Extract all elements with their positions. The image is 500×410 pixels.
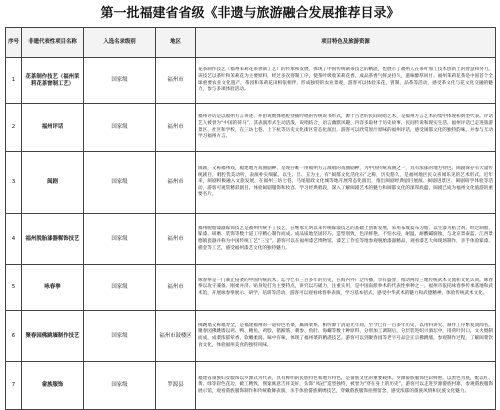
region: 福州市鼓楼区 (156, 311, 196, 362)
list-level: 国家级 (84, 152, 156, 214)
region: 福州市 (156, 265, 196, 311)
table-row (6, 104, 496, 152)
region: 福州市 (156, 104, 196, 152)
list-level: 国家级 (84, 311, 156, 362)
table-header (6, 28, 496, 58)
project-description: 福州脱胎漆器髹饰技艺是福州传统手工技艺，在继承元明以来传统髹漆技艺的基础上创新发展，采用布或夏布为胎，以生漆为粘合剂，经过制胎、髹漆、研磨、装饰等数十道工序精心制作而成。成品质地坚固轻巧，造型别致，色泽鲜艳，不怕水浸，耐温、耐酸碱腐蚀，与北京景泰蓝、江西景德镇瓷器并称为中国传统工艺“三宝”。游客可以在福州漆艺博物馆、漆艺工作室等地参观脱胎漆器精品，观看漆艺大师现场制作，亲手体验髹漆、描金等工艺，感受福州漆艺文化的独特魅力。 (198, 225, 493, 251)
header-desc: 项目特色及旅游资源 (196, 28, 496, 58)
table-row (6, 311, 496, 362)
project-description-cell (196, 311, 496, 362)
table-row (6, 58, 496, 104)
list-level: 国家级 (84, 104, 156, 152)
document-title: 第一批福建省省级《非遗与旅游融合发展推荐目录》 (100, 6, 400, 21)
list-level: 国家级 (84, 214, 156, 265)
project-name: 咏春拳 (22, 265, 84, 311)
header-level: 入选名录级别 (84, 28, 156, 58)
project-name: 畲族服饰 (22, 362, 84, 410)
region: 福州市 (156, 58, 196, 104)
header-no: 序号 (6, 28, 22, 58)
project-description: 福建省畲族妇女服饰以罗源式为代表，具有鲜明的民族特色和地方特色，是畲族文化的重要载体。罗源畲族服饰色彩鲜艳，以黑色为底，配以红、黄、绿等彩色花边，做工精致，图案寓意吉祥美好，头饰“凤冠”造型独特，被誉为“穿在身上的历史”。游客可以走进罗源畲族村寨，参观畲族服饰展示馆，观看畲族服饰制作和传统歌舞表演，亲手体验畲族刺绣技艺，穿戴畲族服饰拍照留念，感受浓郁的畲族风情和民族文化魅力。 (198, 375, 493, 394)
list-level: 国家级 (84, 58, 156, 104)
project-description: 闽剧，又称福州戏，福建地方戏曲剧种，是现存唯一用福州方言演唱的戏曲剧种，为中国传统戏曲之一，具有浓郁的地方特色。闽剧保存有大量传统剧目，唱腔优美动听，表演朴实细腻，以生、旦、丑为主，有“闽都文化活化石”之称，历史悠久，是福州地区民众喜闻乐见的艺术形式。近年来，闽剧积极融入文旅发展，在福州三坊七巷、马尾船政文化城等地开展常态化演出，推出闽剧经典剧目展演、闽剧进景区、闽剧研学体验等活动，游客可观赏精彩剧目、体验闽剧服饰和妆容、学习经典唱段，深入了解闽剧艺术的魅力和闽都文化的深厚底蕴，闽剧已成为福州文化旅游的重要名片。 (198, 166, 493, 198)
project-name: 花茶制作技艺（福州茉莉花茶窨制工艺） (22, 58, 84, 104)
header-name: 非遗代表性项目名称 (22, 28, 84, 58)
project-name: 闽剧 (22, 152, 84, 214)
project-description-cell (196, 265, 496, 311)
row-number: 7 (6, 362, 22, 410)
recommendation-table (5, 27, 496, 410)
region: 福州市 (156, 152, 196, 214)
list-level: 国家级 (84, 265, 156, 311)
table-row (6, 214, 496, 265)
project-description-cell (196, 362, 496, 410)
table-row (6, 265, 496, 311)
header-region: 地区 (156, 28, 196, 58)
list-level: 国家级 (84, 362, 156, 410)
project-description-cell (196, 104, 496, 152)
project-name: 福州评话 (22, 104, 84, 152)
row-number: 1 (6, 58, 22, 104)
project-description-cell (196, 58, 496, 104)
table-row (6, 152, 496, 214)
row-number: 3 (6, 152, 22, 214)
project-name: 聚春园佛跳墙制作技艺 (22, 311, 84, 362)
row-number: 2 (6, 104, 22, 152)
project-name: 福州脱胎漆器髹饰技艺 (22, 214, 84, 265)
project-description: 福州评话是以福州方言讲述，并由说数体唱腔穿插吟唱的传统说书形式，源于古老的民间说唱艺术，是福州方言艺术的集中体现和典型代表。评话艺人被誉为“中国的荷马”，其表演形式生动活泼，说唱结合，语言幽默风趣，内容多取材于历史故事、民间传说和现实生活。福州评话已走进旅游景区、社区和学校，在三坊七巷、上下杭等历史文化街区常态化演出，游客可以欣赏原汁原味的福州评话，感受闽都文化的独特韵味，并参与互动学习福州方言。 (198, 114, 493, 140)
row-number: 6 (6, 311, 22, 362)
region: 罗源县 (156, 362, 196, 410)
project-description: 佛跳墙又称福寿全，是福建福州的一道特色名菜，属闽菜系，相传源于清道光年间，至今已有一百多年历史，以用料讲究、制作工序繁复而闻名。聚春园佛跳墙以鸡、鸭、鲍鱼、鸡胗、猪蹄筋、刺参、鱼肚、海螺等数十种原料，分别加工调制后，分层装进绍兴酒坛中，用荷叶封口，文火煨制而成，成菜浓郁荤香、软嫩柔润、味中有味，体现了福州菜的精湛技艺。游客可以到聚春园等老字号品尝正宗佛跳墙，参观制作过程，了解闽菜饮食文化，体验福州美食的独特风味。 (198, 322, 493, 348)
row-number: 4 (6, 214, 22, 265)
project-description-cell (196, 152, 496, 214)
project-description: 咏春拳是一门制止侵袭的中国传统武术，迄今已有三百多年的历史，在海内外广泛传播，享有盛誉，推动两岸三地传统武术交流和文化认同。咏春拳以攻守兼备、刚柔并济、贴身短打为主要特点，讲究以巧破力，注重实用，是中国南派拳术的代表性拳种之一。福州市依托咏春拳传承基地和武术馆，开展咏春拳展示、研学、培训等活动，游客可以观看咏春拳表演，学习基本招式，感受中华武术的魅力和武德精神，体验传统武术文化。 (198, 277, 493, 296)
project-description-cell (196, 214, 496, 265)
table-header-row (6, 28, 496, 58)
row-number: 5 (6, 265, 22, 311)
table-body (6, 58, 496, 410)
project-description: 花茶制作技艺（福州茉莉花茶窨制工艺）的传承和发展，体现了中国传统制茶技艺的精湛，也展示了福州人在茶叶加工技术创新上的智慧和努力。该技艺以茶叶和茉莉花为主要原料，经过多次窨制工序，使茶叶吸收茉莉花香，成品茶香气鲜灵持久，滋味醇厚回甘。福州茉莉花茶是中国首个全球重要农业文化遗产，茶园和茉莉花田相依相伴，形成独特的农业景观，游客可以体验采花、窨制、品茶等活动，感受茶文化与花文化交融的魅力，参与多项体验活动。 (198, 67, 493, 93)
region: 福州市 (156, 214, 196, 265)
table-row (6, 362, 496, 410)
